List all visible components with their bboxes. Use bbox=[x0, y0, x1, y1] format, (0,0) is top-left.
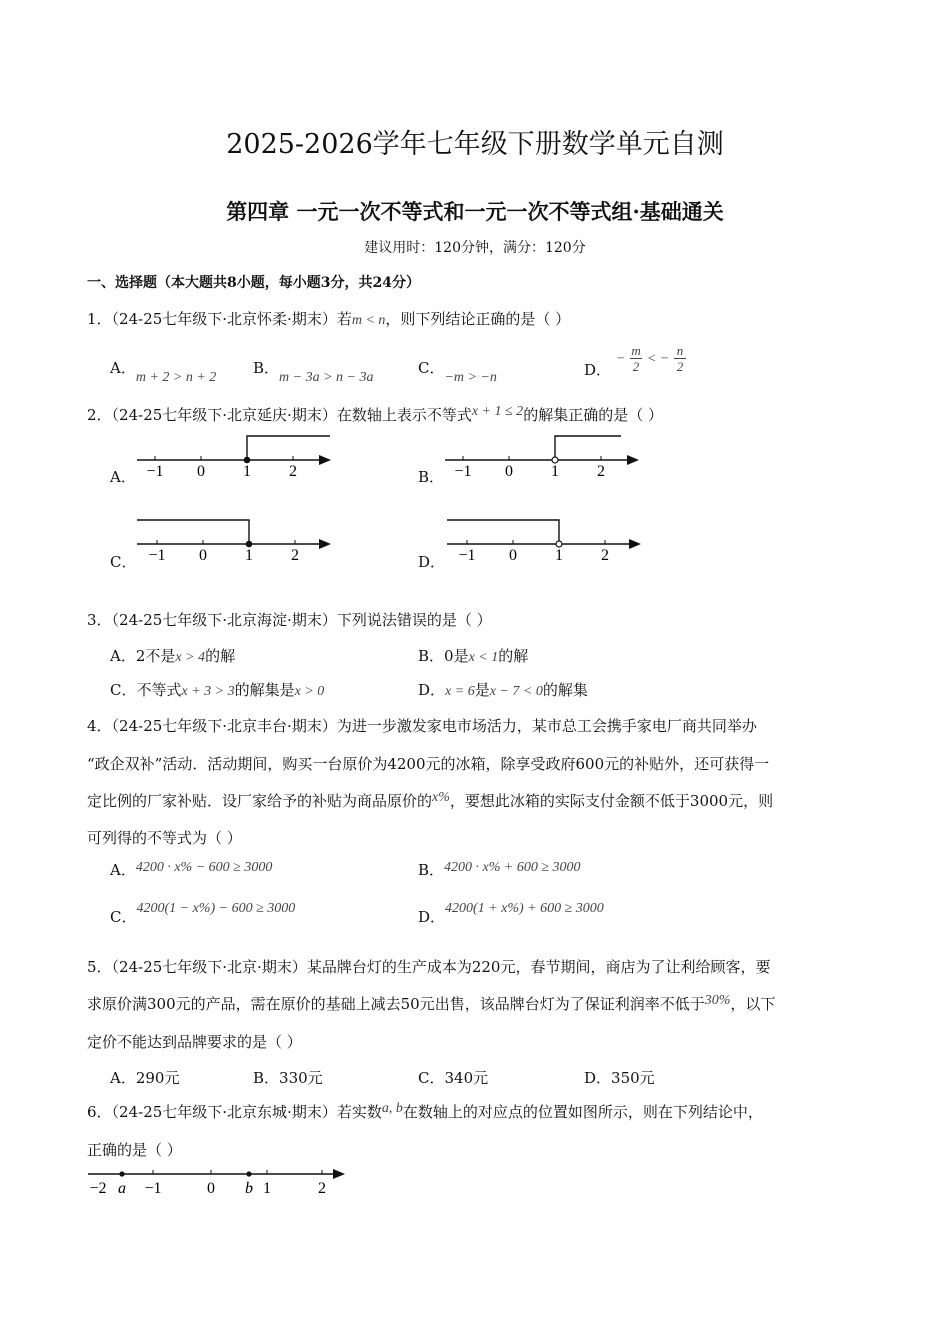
axis-arrow bbox=[319, 455, 331, 465]
axis-arrow bbox=[629, 539, 641, 549]
question-6-line-2: 正确的是（ ） bbox=[87, 1141, 182, 1159]
section-heading: 一、选择题（本大题共8小题，每小题3分，共24分） bbox=[87, 275, 420, 291]
tick-label: −1 bbox=[144, 1180, 162, 1197]
tick-label: 0 bbox=[509, 547, 517, 564]
q5-option-a[interactable]: A．290元 bbox=[110, 1069, 180, 1087]
solution-ray bbox=[555, 436, 621, 457]
option-label: A． bbox=[110, 861, 136, 879]
option-math: x < 1 bbox=[468, 650, 499, 665]
tick-label: −1 bbox=[458, 547, 476, 564]
option-math: 4200 · x% − 600 ≥ 3000 bbox=[135, 860, 273, 875]
option-math: m − 3a > n − 3a bbox=[279, 370, 374, 385]
q3-option-c[interactable]: C．不等式x + 3 > 3的解集是x > 0 bbox=[110, 681, 325, 699]
question-4-line-4: 可列得的不等式为（ ） bbox=[87, 829, 242, 847]
q4-option-d[interactable] bbox=[418, 901, 604, 927]
tick-label: −1 bbox=[454, 463, 472, 480]
q5-option-d[interactable]: D．350元 bbox=[584, 1069, 655, 1087]
tick-label: 1 bbox=[263, 1180, 271, 1197]
q4-option-c[interactable] bbox=[110, 901, 296, 927]
question-4-line-1: 4．（24-25七年级下·北京丰台·期末）为进一步激发家电市场活力，某市总工会携手家电厂商共同举办 bbox=[87, 717, 757, 735]
q3-option-a[interactable]: A．2不是x > 4的解 bbox=[110, 647, 236, 665]
question-6-line-1: 6．（24-25七年级下·北京东城·期末）若实数a, b在数轴上的对应点的位置如图所示，则在下列结论中， bbox=[87, 1101, 763, 1121]
tick-label: 1 bbox=[243, 463, 251, 480]
tick-label: −1 bbox=[146, 463, 164, 480]
q3-option-b[interactable]: B．0是x < 1的解 bbox=[418, 647, 529, 665]
option-label: A． bbox=[110, 359, 136, 377]
point-a bbox=[119, 1171, 124, 1176]
solution-ray bbox=[447, 520, 559, 541]
math-variables: a, b bbox=[381, 1101, 403, 1116]
question-tail: ，则下列结论正确的是（ ） bbox=[385, 310, 571, 328]
tick-label: 2 bbox=[597, 463, 605, 480]
q1-option-b[interactable] bbox=[253, 357, 374, 385]
question-source: （24-25七年级下·北京怀柔·期末）若 bbox=[111, 310, 352, 328]
axis-arrow bbox=[627, 455, 639, 465]
tick-label: 1 bbox=[555, 547, 563, 564]
tick-label: 2 bbox=[291, 547, 299, 564]
option-label: B． bbox=[253, 359, 280, 377]
q2-option-b-label: B． bbox=[418, 468, 445, 486]
option-math: x > 0 bbox=[294, 684, 325, 699]
question-5-line-2: 求原价满300元的产品，需在原价的基础上减去50元出售，该品牌台灯为了保证利润率不低于30%，以下 bbox=[87, 993, 776, 1013]
option-label: C． bbox=[110, 908, 137, 926]
chapter-subtitle: 第四章 一元一次不等式和一元一次不等式组·基础通关 bbox=[226, 199, 724, 224]
math-condition: m < n bbox=[351, 313, 386, 328]
question-3 bbox=[87, 609, 492, 630]
option-label: D． bbox=[584, 360, 612, 379]
q2-option-a-label: A． bbox=[110, 468, 136, 486]
question-source: （24-25七年级下·北京延庆·期末）在数轴上表示不等式 bbox=[111, 406, 472, 424]
option-math: x = 6 bbox=[445, 684, 475, 699]
q5-option-b[interactable]: B．330元 bbox=[253, 1069, 323, 1087]
point-label-a: a bbox=[118, 1180, 126, 1197]
question-tail: 的解集正确的是（ ） bbox=[523, 406, 663, 424]
tick-label: −2 bbox=[89, 1180, 107, 1197]
tick-label: 1 bbox=[551, 463, 559, 480]
question-number: 5． bbox=[87, 958, 112, 976]
axis-arrow bbox=[319, 539, 331, 549]
solution-ray bbox=[247, 436, 330, 460]
q1-option-a[interactable] bbox=[110, 357, 217, 385]
question-1 bbox=[87, 308, 570, 329]
q1-option-d[interactable] bbox=[584, 343, 686, 379]
option-label: C． bbox=[418, 359, 445, 377]
question-4-line-3: 定比例的厂家补贴．设厂家给予的补贴为商品原价的x%，要想此冰箱的实际支付金额不低于3000元，则 bbox=[87, 790, 774, 810]
option-math: x − 7 < 0 bbox=[489, 684, 543, 699]
option-math: −m > −n bbox=[444, 370, 497, 385]
closed-point bbox=[246, 541, 252, 547]
question-4-line-2: “政企双补”活动．活动期间，购买一台原价为4200元的冰箱，除享受政府600元的补贴外，还可获得一 bbox=[87, 755, 770, 773]
fraction-n-over-2: $\frac{n}{2}$ bbox=[674, 344, 686, 373]
option-label: B． bbox=[418, 861, 445, 879]
option-label: D． bbox=[418, 908, 446, 926]
question-source: （24-25七年级下·北京海淀·期末）下列说法错误的是（ ） bbox=[111, 611, 492, 629]
option-math: − bbox=[615, 351, 626, 367]
q4-option-a[interactable] bbox=[110, 859, 272, 880]
page-title: 2025-2026学年七年级下册数学单元自测 bbox=[226, 129, 724, 160]
tick-label: 1 bbox=[245, 547, 253, 564]
question-number: 3． bbox=[87, 611, 112, 629]
q3-option-d[interactable]: D．x = 6是x − 7 < 0的解集 bbox=[418, 681, 588, 699]
tick-label: 0 bbox=[199, 547, 207, 564]
q2-option-c-number-line[interactable] bbox=[133, 516, 338, 566]
q2-option-d-number-line[interactable] bbox=[443, 516, 648, 566]
tick-label: 0 bbox=[197, 463, 205, 480]
time-score-info: 建议用时：120分钟，满分：120分 bbox=[364, 240, 586, 256]
q2-option-d-label: D． bbox=[418, 553, 446, 571]
q1-option-c[interactable] bbox=[418, 357, 497, 385]
tick-label: 0 bbox=[505, 463, 513, 480]
q4-option-b[interactable] bbox=[418, 859, 581, 880]
fraction-m-over-2: $\frac{m}{2}$ bbox=[631, 343, 641, 374]
tick-label: 2 bbox=[289, 463, 297, 480]
option-math: 4200(1 + x%) + 600 ≥ 3000 bbox=[445, 901, 604, 916]
question-number: 2． bbox=[87, 406, 112, 424]
q2-option-a-number-line[interactable] bbox=[133, 432, 338, 482]
question-number: 1． bbox=[87, 310, 112, 328]
option-math: x > 4 bbox=[175, 650, 206, 665]
question-2 bbox=[87, 404, 663, 425]
option-math: 4200(1 − x%) − 600 ≥ 3000 bbox=[136, 901, 296, 916]
math-variable: x% bbox=[432, 790, 450, 805]
tick-label: 2 bbox=[601, 547, 609, 564]
point-label-b: b bbox=[245, 1180, 253, 1197]
q6-number-line bbox=[86, 1162, 351, 1202]
question-number: 4． bbox=[87, 717, 112, 735]
point-b bbox=[246, 1171, 251, 1176]
option-math: m + 2 > n + 2 bbox=[135, 370, 217, 385]
q2-option-c-label: C． bbox=[110, 553, 137, 571]
q2-option-b-number-line[interactable] bbox=[441, 432, 646, 482]
option-math: x + 3 > 3 bbox=[181, 684, 235, 699]
question-number: 6． bbox=[87, 1103, 112, 1121]
option-math: < − bbox=[646, 351, 670, 367]
question-5-line-1: 5．（24-25七年级下·北京·期末）某品牌台灯的生产成本为220元，春节期间，商店为了让利给顾客，要 bbox=[87, 958, 771, 976]
tick-label: 2 bbox=[318, 1180, 326, 1197]
question-5-line-3: 定价不能达到品牌要求的是（ ） bbox=[87, 1033, 302, 1051]
math-percent: 30% bbox=[704, 993, 731, 1008]
math-condition: x + 1 ≤ 2 bbox=[471, 404, 524, 419]
tick-label: −1 bbox=[148, 547, 166, 564]
tick-label: 0 bbox=[207, 1180, 215, 1197]
solution-ray bbox=[137, 520, 249, 544]
axis-arrow bbox=[333, 1169, 345, 1179]
closed-point bbox=[244, 457, 250, 463]
q5-option-c[interactable]: C．340元 bbox=[418, 1069, 489, 1087]
option-math: 4200 · x% + 600 ≥ 3000 bbox=[444, 860, 581, 875]
